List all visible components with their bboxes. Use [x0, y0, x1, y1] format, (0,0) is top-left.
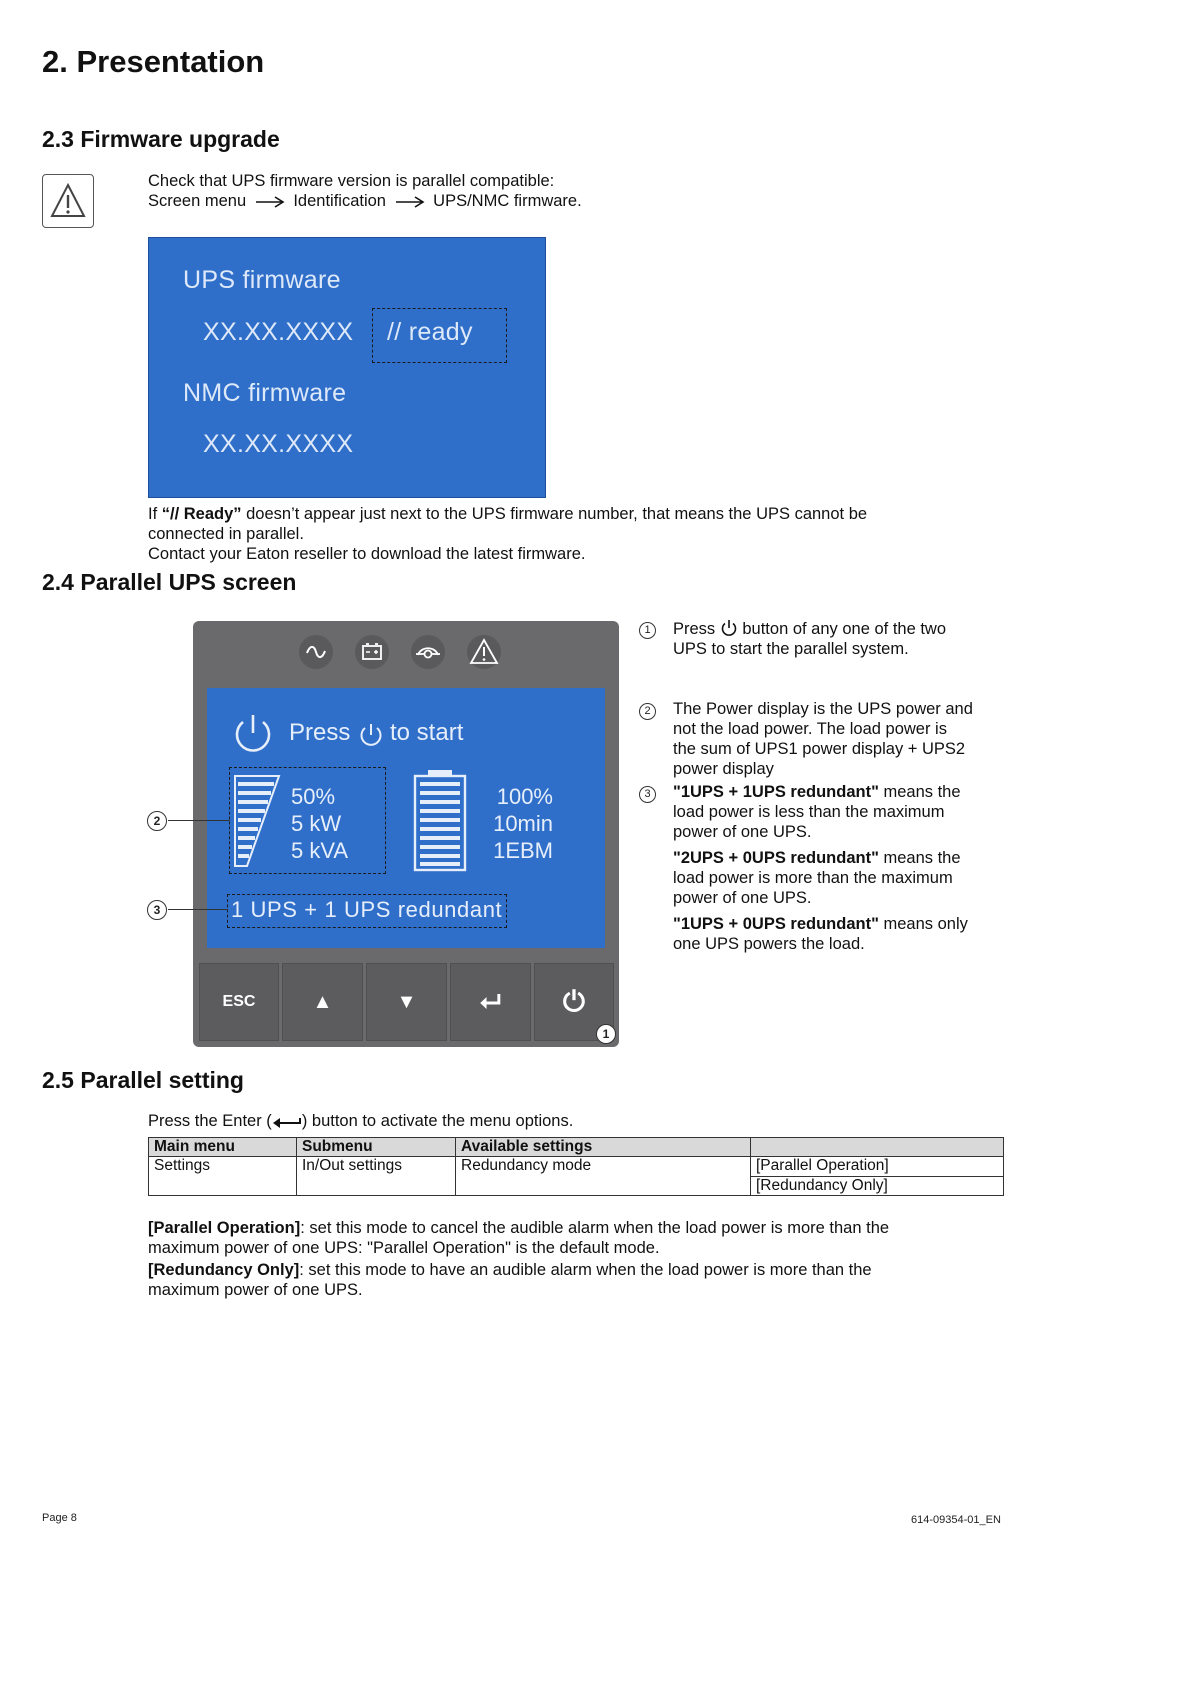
enter-button[interactable]: ⮠: [450, 963, 531, 1041]
header-submenu: Submenu: [297, 1138, 456, 1157]
parallel-operation-desc: : set this mode to cancel the audible alarm when the load power is more than the: [300, 1219, 890, 1237]
callout-2: 2: [147, 811, 167, 831]
battery-runtime: 10min: [493, 811, 553, 836]
note-1-line-1: [673, 619, 946, 639]
redundancy-only-desc: : set this mode to have an audible alarm when the load power is more than the: [299, 1261, 872, 1279]
ready-indicator: // ready: [387, 318, 473, 346]
page-number: Page 8: [42, 1512, 77, 1524]
lcd-press-label: Press: [289, 719, 351, 746]
note-3b-line-1: [673, 848, 961, 868]
lcd-to-start-label: to start: [390, 719, 464, 746]
enter-arrow-icon: [272, 1116, 302, 1128]
note-2-line-1: The Power display is the UPS power and: [673, 700, 973, 718]
nmc-firmware-label: NMC firmware: [183, 379, 347, 407]
table-header-row: [149, 1138, 1004, 1157]
note-3b-line-3: power of one UPS.: [673, 889, 812, 907]
parallel-settings-table: [148, 1137, 1004, 1196]
down-button[interactable]: ▼: [366, 963, 447, 1041]
arrow-right-icon: [395, 196, 425, 208]
header-main-menu: Main menu: [149, 1138, 297, 1157]
menu-path-step-3: UPS/NMC firmware.: [433, 192, 582, 210]
document-id: 614-09354-01_EN: [911, 1514, 1001, 1526]
parallel-setting-intro: [148, 1111, 573, 1131]
ac-input-icon: [299, 635, 333, 669]
note-2-number: 2: [639, 703, 656, 720]
menu-path-step-2: Identification: [293, 192, 386, 210]
firmware-note-line-1: [148, 504, 1028, 524]
cell-option-parallel-operation: [Parallel Operation]: [751, 1157, 1004, 1177]
parallel-operation-desc-line-1: [148, 1218, 889, 1238]
note-2-line-2: not the load power. The load power is: [673, 720, 947, 738]
ups-firmware-label: UPS firmware: [183, 266, 341, 294]
power-icon: [231, 712, 275, 756]
header-options: [751, 1138, 1004, 1157]
note-1-rest: button of any one of the two: [742, 620, 947, 638]
note-3-number: 3: [639, 786, 656, 803]
note-3a-line-1: [673, 782, 961, 802]
redundancy-only-desc-line-1: [148, 1260, 872, 1280]
table-row: [149, 1157, 1004, 1177]
header-available-settings: Available settings: [456, 1138, 751, 1157]
note-3c-line-2: one UPS powers the load.: [673, 935, 865, 953]
redundancy-only-term: [Redundancy Only]: [148, 1261, 300, 1279]
note-ready-quote: “// Ready”: [161, 505, 242, 523]
arrow-right-icon: [255, 196, 285, 208]
note-1-press: Press: [673, 620, 716, 638]
note-2-line-3: the sum of UPS1 power display + UPS2: [673, 740, 966, 758]
firmware-note-line-3: Contact your Eaton reseller to download the latest firmware.: [148, 545, 586, 563]
intro-part-1: Press the Enter (: [148, 1112, 272, 1130]
redundancy-status: 1 UPS + 1 UPS redundant: [231, 897, 503, 922]
note-1-number: 1: [639, 622, 656, 639]
note-3a-term: "1UPS + 1UPS redundant": [673, 783, 879, 801]
alarm-icon: [467, 635, 501, 669]
power-icon: [358, 722, 384, 748]
firmware-screen: [148, 237, 546, 498]
note-3a-line-2: load power is less than the maximum: [673, 803, 945, 821]
section-heading-parallel-ups-screen: 2.4 Parallel UPS screen: [42, 569, 297, 595]
firmware-menu-path: [148, 191, 582, 211]
redundancy-only-desc-line-2: maximum power of one UPS.: [148, 1281, 363, 1299]
note-2-line-4: power display: [673, 760, 774, 778]
warning-icon: [42, 174, 94, 228]
note-3b-line-2: load power is more than the maximum: [673, 869, 953, 887]
callout-2-leader-line: [168, 820, 230, 821]
parallel-operation-term: [Parallel Operation]: [148, 1219, 301, 1237]
firmware-note-line-2: connected in parallel.: [148, 525, 304, 543]
nmc-firmware-version: XX.XX.XXXX: [203, 430, 354, 458]
callout-3-leader-line: [168, 909, 228, 910]
note-3b-rest: means the: [878, 849, 961, 867]
battery-icon: [355, 635, 389, 669]
section-heading-parallel-setting: 2.5 Parallel setting: [42, 1067, 244, 1093]
firmware-check-text: Check that UPS firmware version is parallel compatible:: [148, 172, 555, 190]
battery-level-icon: [412, 768, 468, 872]
load-kva: 5 kVA: [291, 838, 349, 863]
cell-submenu: In/Out settings: [297, 1157, 456, 1196]
note-3c-line-1: [673, 914, 968, 934]
load-percent: 50%: [291, 784, 336, 809]
bypass-icon: [411, 635, 445, 669]
power-button[interactable]: ⏻: [534, 963, 614, 1041]
battery-ebm-count: 1EBM: [493, 838, 553, 863]
load-bar-graph-icon: [233, 772, 283, 870]
cell-setting: Redundancy mode: [456, 1157, 751, 1196]
note-3c-term: "1UPS + 0UPS redundant": [673, 915, 879, 933]
note-rest: doesn’t appear just next to the UPS firmware number, that means the UPS cannot be: [241, 505, 868, 523]
callout-1: 1: [596, 1024, 616, 1044]
page-title: 2. Presentation: [42, 44, 265, 79]
callout-3: 3: [147, 900, 167, 920]
note-3b-term: "2UPS + 0UPS redundant": [673, 849, 879, 867]
cell-main-menu: Settings: [149, 1157, 297, 1196]
power-icon: [720, 619, 738, 637]
note-3a-rest: means the: [878, 783, 961, 801]
load-kw: 5 kW: [291, 811, 342, 836]
parallel-operation-desc-line-2: maximum power of one UPS: "Parallel Operation" is the default mode.: [148, 1239, 660, 1257]
up-button[interactable]: ▲: [282, 963, 363, 1041]
note-3c-rest: means only: [878, 915, 968, 933]
battery-percent: 100%: [496, 784, 553, 809]
ups-front-panel: [193, 621, 619, 1047]
note-prefix: If: [148, 505, 162, 523]
note-3a-line-3: power of one UPS.: [673, 823, 812, 841]
esc-button[interactable]: ESC: [199, 963, 279, 1041]
cell-option-redundancy-only: [Redundancy Only]: [751, 1176, 1004, 1196]
note-1-line-2: UPS to start the parallel system.: [673, 640, 909, 658]
section-heading-firmware-upgrade: 2.3 Firmware upgrade: [42, 126, 280, 152]
ups-lcd-screen: [207, 688, 605, 948]
ups-firmware-version: XX.XX.XXXX: [203, 318, 354, 346]
intro-part-2: ) button to activate the menu options.: [301, 1112, 574, 1130]
menu-path-step-1: Screen menu: [148, 192, 247, 210]
